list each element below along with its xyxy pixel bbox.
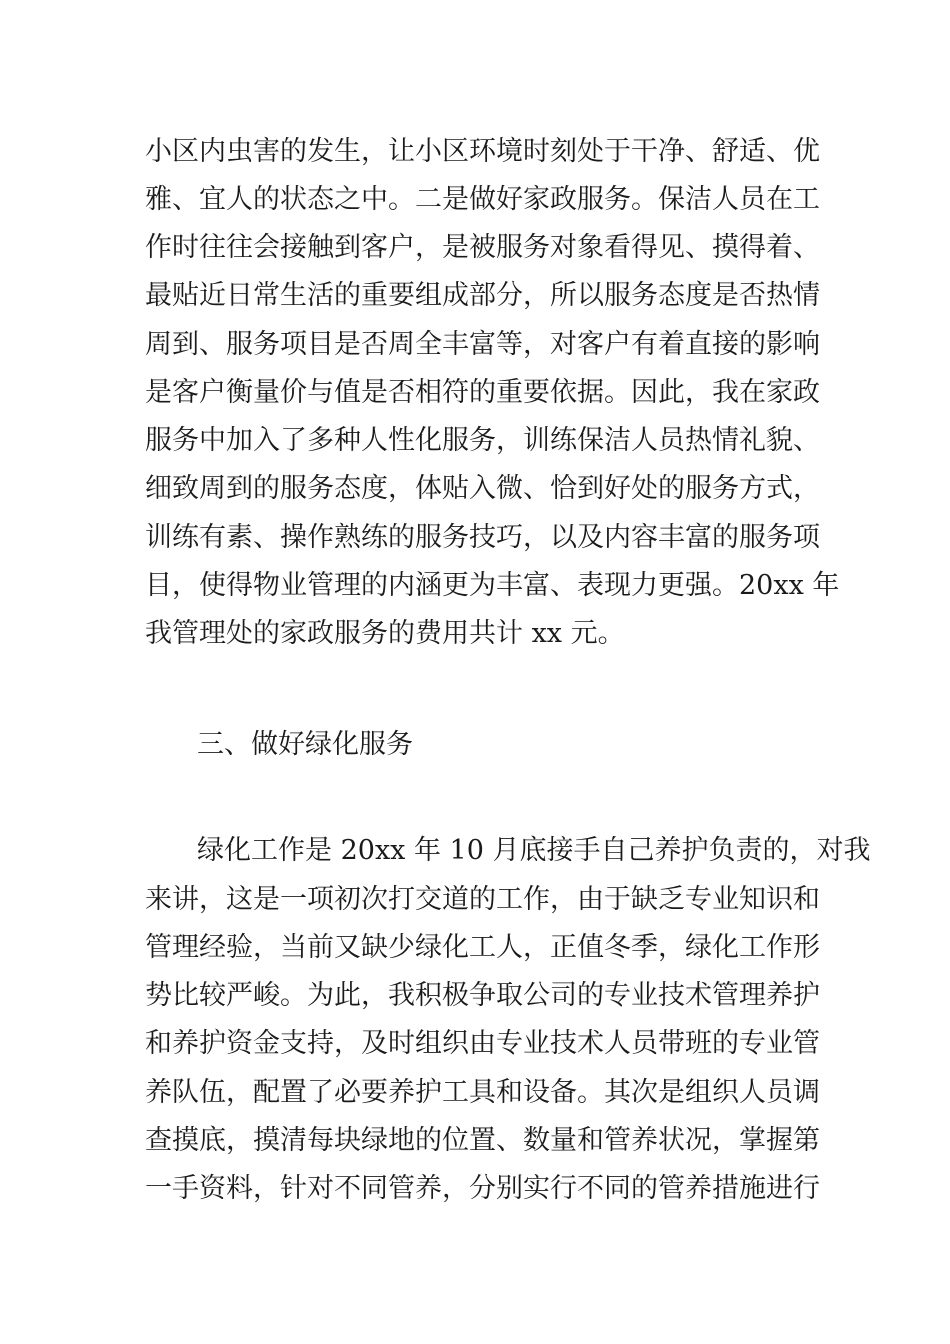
paragraph-1-line-6: 是客户衡量价与值是否相符的重要依据。因此，我在家政 <box>145 377 820 408</box>
paragraph-2-line-5: 和养护资金支持，及时组织由专业技术人员带班的专业管 <box>145 1028 820 1059</box>
paragraph-2-line-2: 来讲，这是一项初次打交道的工作，由于缺乏专业知识和 <box>145 884 820 915</box>
paragraph-2-line-4: 势比较严峻。为此，我积极争取公司的专业技术管理养护 <box>145 980 820 1011</box>
paragraph-1-line-8: 细致周到的服务态度，体贴入微、恰到好处的服务方式， <box>145 473 820 504</box>
paragraph-1-line-9: 训练有素、操作熟练的服务技巧，以及内容丰富的服务项 <box>145 522 820 553</box>
paragraph-1-line-11: 我管理处的家政服务的费用共计 xx 元。 <box>145 618 625 649</box>
paragraph-1-line-1: 小区内虫害的发生，让小区环境时刻处于干净、舒适、优 <box>145 136 820 167</box>
paragraph-1-line-2: 雅、宜人的状态之中。二是做好家政服务。保洁人员在工 <box>145 184 820 215</box>
paragraph-1-line-5: 周到、服务项目是否周全丰富等，对客户有着直接的影响 <box>145 329 820 360</box>
paragraph-2-line-8: 一手资料，针对不同管养，分别实行不同的管养措施进行 <box>145 1173 820 1204</box>
paragraph-2-line-7: 查摸底，摸清每块绿地的位置、数量和管养状况，掌握第 <box>145 1125 820 1156</box>
paragraph-1-line-7: 服务中加入了多种人性化服务，训练保洁人员热情礼貌、 <box>145 425 820 456</box>
paragraph-2-line-6: 养队伍，配置了必要养护工具和设备。其次是组织人员调 <box>145 1077 820 1108</box>
paragraph-1-line-4: 最贴近日常生活的重要组成部分，所以服务态度是否热情 <box>145 280 820 311</box>
section-3-heading: 三、做好绿化服务 <box>197 729 413 760</box>
paragraph-2-line-3: 管理经验，当前又缺少绿化工人，正值冬季，绿化工作形 <box>145 932 820 963</box>
paragraph-1-line-3: 作时往往会接触到客户，是被服务对象看得见、摸得着、 <box>145 232 820 263</box>
paragraph-1-line-10: 目，使得物业管理的内涵更为丰富、表现力更强。20xx 年 <box>145 570 840 601</box>
paragraph-2-line-1: 绿化工作是 20xx 年 10 月底接手自己养护负责的，对我 <box>197 835 871 866</box>
